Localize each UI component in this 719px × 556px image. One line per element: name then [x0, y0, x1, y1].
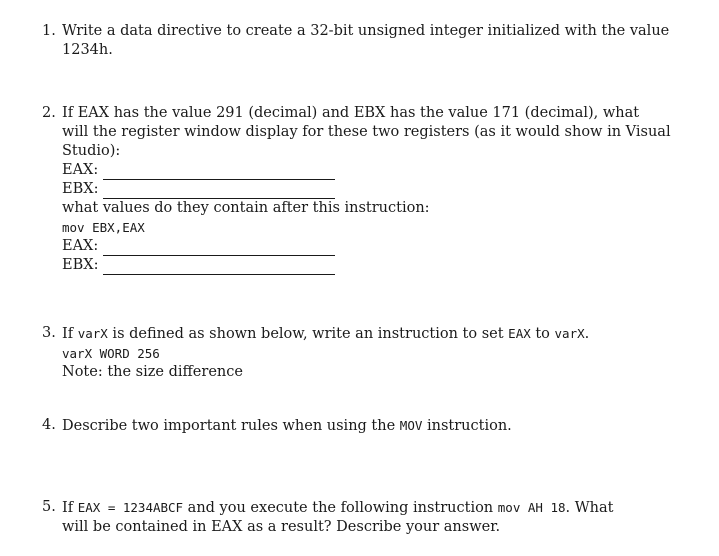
question-5 — [42, 498, 642, 537]
question-number: 5. — [42, 499, 56, 515]
question-text-line — [62, 324, 642, 344]
ebx-answer-row — [62, 180, 642, 199]
eax-answer-row — [62, 161, 642, 180]
question-3 — [42, 324, 642, 382]
blank-label: EAX: — [62, 162, 99, 178]
eax-answer-blank[interactable] — [103, 165, 335, 180]
question-text-line — [62, 498, 642, 518]
eax-after-answer-blank[interactable] — [103, 241, 335, 256]
text-fragment: Describe two important rules when using the — [62, 418, 400, 434]
text-fragment: is defined as shown below, write an instruction to set — [107, 326, 509, 342]
code-fragment: EAX = 1234ABCF — [77, 500, 184, 515]
blank-label: EBX: — [62, 181, 99, 197]
question-4 — [42, 416, 642, 436]
question-text-line: 1234h. — [62, 42, 113, 58]
code-fragment: MOV — [399, 418, 423, 433]
text-fragment: If — [62, 326, 78, 342]
question-text-line: what values do they contain after this instruction: — [62, 200, 430, 216]
text-fragment: and you execute the following instruction — [183, 500, 498, 516]
code-fragment: varX — [77, 326, 108, 341]
question-number: 1. — [42, 23, 56, 39]
text-fragment: instruction. — [422, 418, 512, 434]
question-text-line: Write a data directive to create a 32-bit unsigned integer initialized with the value — [62, 23, 670, 39]
text-fragment: to — [530, 326, 555, 342]
ebx-answer-blank[interactable] — [103, 184, 335, 199]
question-number: 4. — [42, 417, 56, 433]
code-instruction: mov EBX,EAX — [62, 220, 145, 235]
question-2 — [42, 104, 671, 275]
blank-label: EBX: — [62, 257, 99, 273]
question-text-line: Studio): — [62, 143, 121, 159]
text-fragment: . What — [565, 500, 614, 516]
ebx-after-answer-blank[interactable] — [103, 260, 335, 275]
eax-after-answer-row — [62, 237, 642, 256]
code-fragment: mov AH 18 — [497, 500, 566, 515]
question-number: 2. — [42, 105, 56, 121]
blank-label: EAX: — [62, 238, 99, 254]
text-fragment: . — [584, 326, 590, 342]
question-text-line: If EAX has the value 291 (decimal) and EBX has the value 171 (decimal), what — [62, 105, 640, 121]
question-number: 3. — [42, 325, 56, 341]
code-fragment: varX — [554, 326, 585, 341]
question-text-line — [62, 416, 642, 436]
text-fragment: If — [62, 500, 78, 516]
question-1 — [42, 22, 670, 60]
question-text-line: will be contained in EAX as a result? Describe your answer. — [62, 519, 501, 535]
code-fragment: EAX — [508, 326, 531, 341]
question-text-line: will the register window display for these two registers (as it would show in Visual — [62, 124, 671, 140]
ebx-after-answer-row — [62, 256, 642, 275]
note-text: Note: the size difference — [62, 364, 243, 380]
code-definition: varX WORD 256 — [62, 346, 160, 361]
